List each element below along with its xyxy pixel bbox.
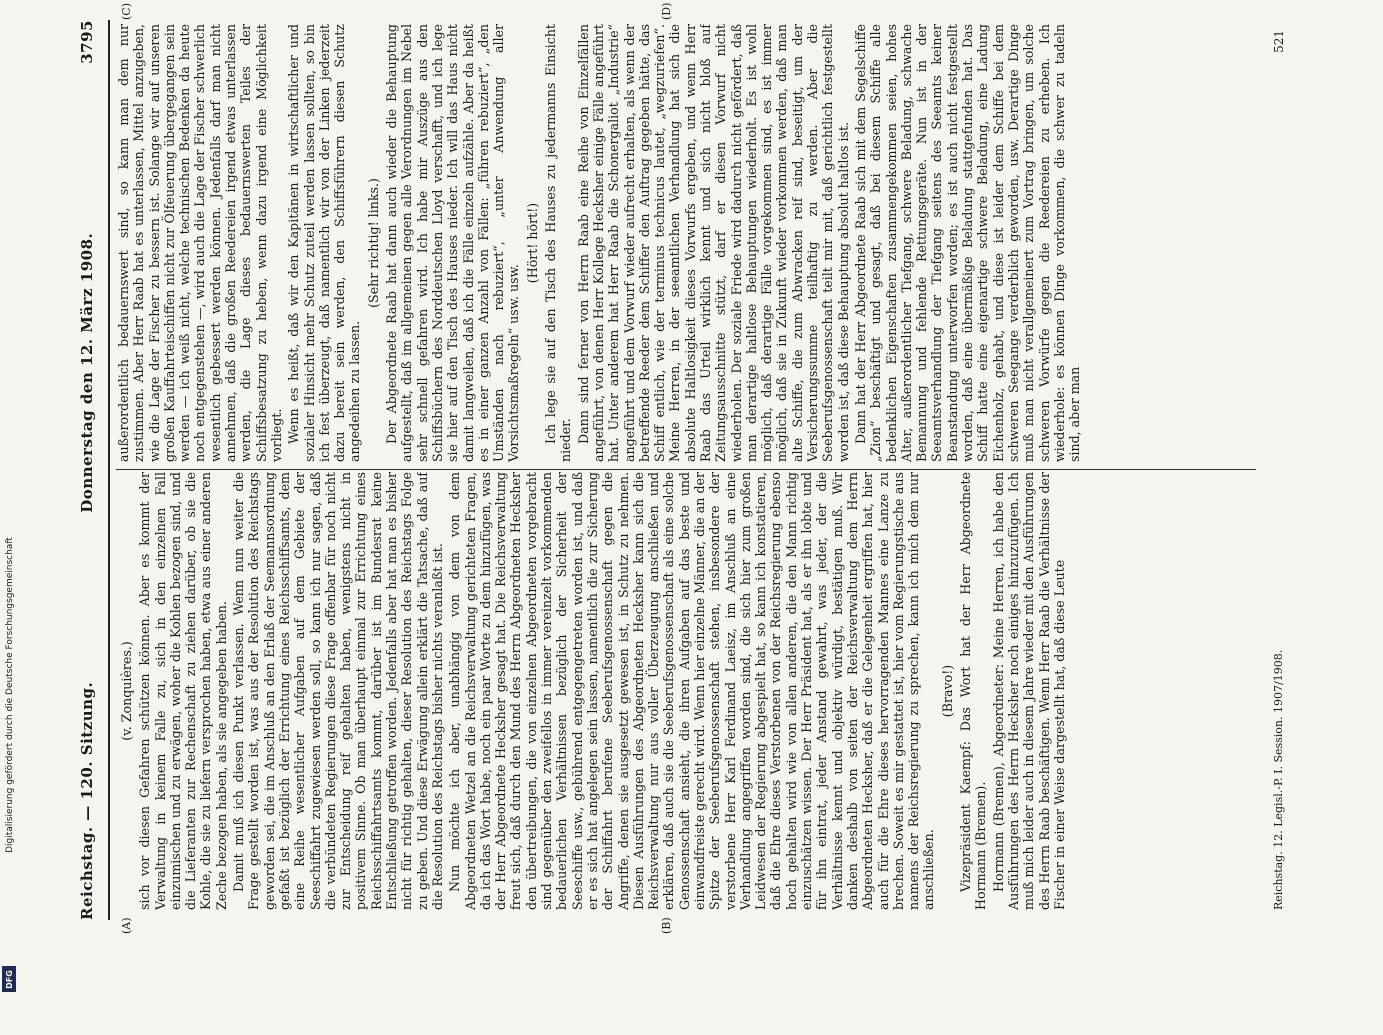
vice-president-remark: Vizepräsident Kaempf: Das Wort hat der Herr Abgeordnete Hormann (Bremen). [958, 472, 989, 910]
dfg-logo: DFG [2, 966, 16, 992]
header-left: Reichstag. — 120. Sitzung. [78, 681, 96, 920]
header-date: Donnerstag den 12. März 1908. [78, 232, 96, 513]
paragraph: Der Abgeordnete Raab hat dann auch wieder die Behauptung aufgestellt, daß im allgemeinen gegen alle Verordnungen im Nebel sehr schnell gefahren wird. Ich habe mir Auszüge aus den Schiffsbüchern des Norddeutschen Lloyd verschafft, und ich lege sie hier auf den Tisch des Hauses nieder. Ich will das Haus nicht damit langweilen, daß ich die Fälle einzeln aufzähle. Aber da heißt es in einer ganzen Anzahl von Fällen: „führen rebuziert“, „den Umständen nach rebuziert“, „unter Anwendung aller Vorsichtsmaßregeln“ usw. usw. [384, 24, 522, 462]
paragraph: Damit muß ich diesen Punkt verlassen. Wenn nun weiter die Frage gestellt worden ist, was aus der Resolution des Reichstags geworden sei, die im Anschluß an den Erlaß der Seemannsordnung gefaßt ist bezüglich der Errichtung eines Reichsschiffsamts, dem eine Reihe wesentlicher Aufgaben auf dem Gebiete der Seeschiffahrt zugewiesen werden soll, so kann ich nur sagen, daß die verbündeten Regierungen diese Frage offenbar für noch nicht zur Entscheidung reif gehalten haben, wenigstens nicht in positivem Sinne. Ob man überhaupt einmal zur Errichtung eines Reichsschiffahrtsamts kommt, darüber ist im Bundesrat keine Entschließung getroffen worden. Jedenfalls aber hat man es bisher nicht für richtig gehalten, dieser Resolution des Reichstags Folge zu geben. Und diese Erwägung allein erklärt die Tatsache, daß auf die Resolution des Reichstags bisher nichts veranlaßt ist. [231, 472, 445, 910]
left-column [116, 472, 1266, 910]
paragraph: außerordentlich bedauernswert sind, so kann man dem nur zustimmen. Aber Herr Raab hat es unterlassen, Mittel anzugeben, wie die Lage der Fischer zu bessern ist. Solange wir auf unseren großen Kauffahrteischiffen nicht zur Ölfeuerung übergegangen sein werden — ich weiß nicht, welche technischen Bedenken da heute noch entgegenstehen —, wird auch die Lage der Fischer schwerlich wesentlich gebessert werden können. Jedenfalls darf man nicht annehmen, daß die großen Reedereien irgend etwas unterlassen werden, die Lage dieses bedauernswerten Teiles der Schiffsbesatzung zu heben, wenn dazu irgend eine Möglichkeit vorliegt. [116, 24, 284, 462]
interjection: (Hört! hört!) [524, 202, 540, 284]
margin-marker-a: (A) [120, 917, 133, 934]
interjection: (Bravo!) [939, 664, 955, 718]
header-page-number: 3795 [78, 20, 96, 64]
paragraph: Nun möchte ich aber, unabhängig von dem von dem Abgeordneten Wetzel an die Reichsverwaltung gerichteten Fragen, da ich das Wort habe, noch ein paar Worte zu dem hinzufügen, was der Herr Abgeordnete Hecksher gesagt hat. Die Reichsverwaltung freut sich, daß durch den Mund des Herrn Abgeordneten Hecksher den übertreibungen, die von einzelnen Abgeordneten vorgebracht sind gegenüber den zweifellos in immer vereinzelt vorkommenden bedauerlichen Verhältnissen bezüglich der Sicherheit der Seeschiffe usw., gebührend entgegengetreten worden ist, und daß er es sich hat angelegen sein lassen, namentlich die zur Sicherung der Schiffahrt berufene Seeberufsgenossenschaft gegen die Angriffe, denen sie ausgesetzt gewesen ist, in Schutz zu nehmen. Diesen Ausführungen des Abgeordneten Hecksher kann sich die Reichsverwaltung nur aus voller Überzeugung anschließen und erklären, daß auch sie die Seeberufsgenossenschaft als eine solche Genossenschaft ansieht, die ihren Aufgaben auf das beste und einwandfreiste gerecht wird. Wenn hier einzelne Männer, die an der Spitze der Seeberufsgenossenschaft stehen, insbesondere der verstorbene Herr Karl Ferdinand Laeisz, im Anschluß an eine Verhandlung angegriffen worden sind, die sich hier zum großen Leidwesen der Regierung abgespielt hat, so kann ich konstatieren, daß die Ehre dieses Verstorbenen von der Reichsregierung ebenso hoch gehalten wird wie von allen anderen, die den Mann richtig einzuschätzen wissen. Der Herr Präsident hat, als er ihn lobte und für ihn eintrat, jeder Anstand gewahrt, was jeder, der die Verhältnisse kennt und objektiv würdigt, bestätigen muß. Wir danken deshalb von seiten der Reichsverwaltung dem Herrn Abgeordneten Hecksher, daß er die Gelegenheit ergriffen hat, hier auch für die Ehre dieses hervorragenden Mannes eine Lanze zu brechen. Soweit es mir gestattet ist, hier vom Regierungstische aus namens der Reichsregierung zu sprechen, kann ich mich dem nur anschließen. [447, 472, 937, 910]
paragraph: Dann sind ferner von Herrn Raab eine Reihe von Einzelfällen angeführt, von denen Herr Kollege Hecksher einige Fälle angeführt hat. Unter anderem hat Herr Raab die Schonergaliot „Industrie“ angeführt und dem Vorwurf wieder aufrecht erhalten, als wenn der betreffende Reeder dem Schiffer den Auftrag gegeben hätte, das Schiff entlich, wie der terminus technicus lautet, „wegzuriefen“. Meine Herren, in der seeamtlichen Verhandlung hat sich die absolute Haltlosigkeit dieses Vorwurfs ergeben, und wenn Herr Raab das Urteil wirklich kennt und sich nicht bloß auf Zeitungsausschnitte stützt, darf er diesen Vorwurf nicht wiederholen. Der soziale Friede wird dadurch nicht gefördert, daß man derartige haltlose Behauptungen wiederholt. Es ist wohl möglich, daß derartige Fälle vorgekommen sind, es ist immer möglich, daß sie in Zukunft wieder vorkommen werden, daß man alte Schiffe, die zum Abwracken reif sind, beseitigt, um der Versicherungssumme teilhaftig zu werden. Aber die Seeberufsgenossenschaft teilt mir mit, daß gerichtlich festgestellt worden ist, daß diese Behauptung absolut haltlos ist. [575, 24, 851, 462]
margin-marker-c: (C) [120, 3, 133, 20]
paragraph: Wenn es heißt, daß wir den Kapitänen in wirtschaftlicher und sozialer Hinsicht mehr Schutz zuteil werden lassen sollten, so bin ich fest überzeugt, daß namentlich wir von der Linken jederzeit dazu bereit sein werden, den Schiffsführern diesen Schutz angedeihen zu lassen. [286, 24, 363, 462]
paragraph: sich vor diesen Gefahren schützen können. Aber es kommt der Verwaltung in keinem Falle zu, sich in den einzelnen Fall einzumischen und zu erwägen, woher die Kohlen bezogen sind, und die Lieferanten zur Rechenschaft zu ziehen darüber, ob sie die Kohle, die sie zu liefern versprochen haben, etwa aus einer anderen Zeche bezogen haben, als sie angegeben haben. [137, 472, 229, 910]
margin-marker-d: (D) [660, 2, 673, 20]
newspaper-page [60, 0, 1320, 940]
footer-page-number: 521 [1272, 30, 1286, 53]
paragraph: Ich lege sie auf den Tisch des Hauses zu jedermanns Einsicht nieder. [543, 24, 574, 462]
right-column [116, 24, 1266, 462]
footer-source: Reichstag. 12. Legisl.-P. I. Session. 1907/1908. [1272, 649, 1285, 910]
digitization-strip [0, 0, 22, 1000]
page-footer [1272, 30, 1292, 910]
interjection: (Sehr richtig! links.) [365, 178, 381, 308]
paragraph: Hormann (Bremen), Abgeordneter: Meine Herren, ich habe den Ausführungen des Herrn Hecksher noch einiges hinzuzufügen. Ich muß mich leider auch in diesem Jahre wieder mit den Ausführungen des Herrn Raab beschäftigen. Wenn Herr Raab die Verhältnisse der Fischer in einer Weise dargestellt hat, daß diese Leute [990, 472, 1067, 910]
digitization-note: Digitalisierung gefördert durch die Deutsche Forschungsgemeinschaft [5, 537, 15, 853]
speaker-header: (v. Zonquières.) [119, 641, 134, 741]
margin-marker-b: (B) [660, 917, 673, 934]
header-rule [108, 20, 110, 920]
column-divider [116, 469, 1256, 470]
paragraph: Dann hat der Herr Abgeordnete Raab sich mit dem Segelschiffe „Zion“ beschäftigt und gesagt, daß bei diesem Schiffe alle bedenklichen Eigenschaften zusammengekommen seien, hohes Alter, außerordentlicher Tiefgang, schwere Beladung, schwache Bemannung und fehlende Rettungsgeräte. Nun ist in der Seeamtsverhandlung der Tiefgang seitens des Seeamts keiner Beanstandung unterworfen worden; es ist auch nicht festgestellt worden, daß eine übermäßige Beladung stattgefunden hat. Das Schiff hatte eine eigenartige schwere Beladung, eine Ladung Eichenholz, gehabt, und diese ist leider dem Schiffe bei dem schweren Seegange verderblich geworden, usw. Derartige Dinge muß man nicht verallgemeinert zum Vortrag bringen, um solche schweren Vorwürfe gegen die Reedereien zu erheben. Ich wiederhole: es können Dinge vorkommen, die schwer zu tadeln sind, aber man [852, 24, 1083, 462]
running-head [78, 20, 110, 920]
